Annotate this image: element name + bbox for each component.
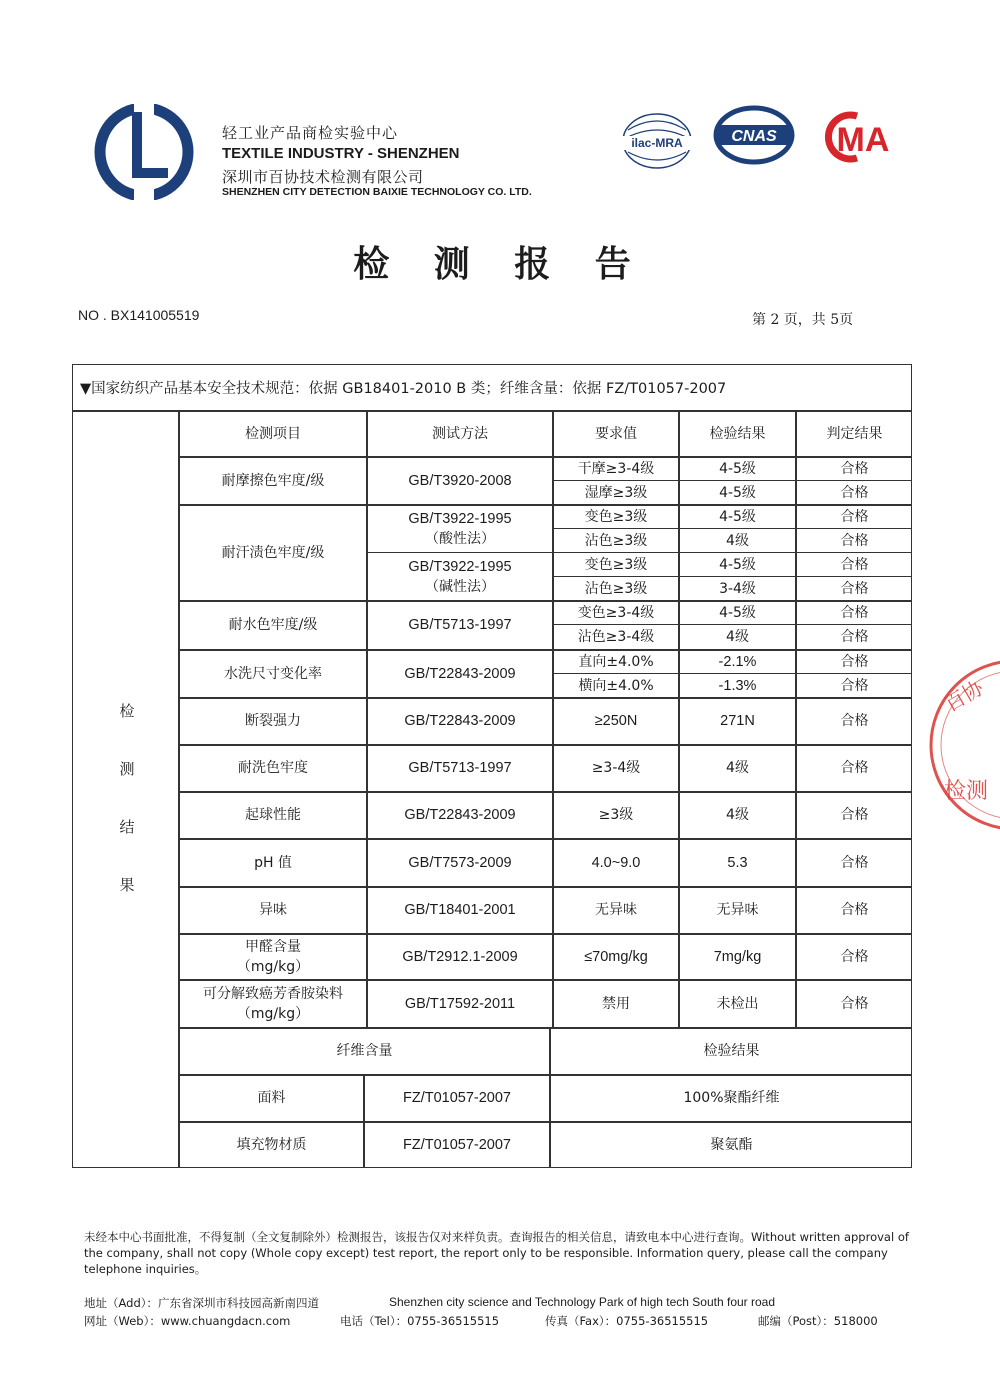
item-requirement: 沾色≥3级 — [584, 532, 648, 549]
item-result: 4级 — [726, 532, 749, 549]
item-verdict: 合格 — [840, 807, 869, 823]
item-name: 水洗尺寸变化率 — [224, 665, 322, 682]
item-requirement: 沾色≥3级 — [584, 580, 648, 597]
company-name-cn: 深圳市百协技术检测有限公司 — [222, 168, 424, 186]
item-verdict: 合格 — [840, 532, 869, 549]
item-verdict: 合格 — [840, 677, 869, 694]
address-cn: 地址（Add）：广东省深圳市科技园高新南四道 — [84, 1296, 320, 1310]
item-requirement: 变色≥3-4级 — [577, 604, 655, 621]
method-note: （碱性法） — [425, 578, 495, 595]
cnas-logo — [712, 104, 796, 166]
item-result: 5.3 — [727, 854, 748, 871]
item-requirement: 无异味 — [595, 902, 637, 918]
item-result: 7mg/kg — [713, 948, 762, 965]
website: 网址（Web）：www.chuangdacn.com — [84, 1314, 291, 1328]
fiber-item-method: FZ/T01057-2007 — [402, 1090, 511, 1106]
item-requirement: ≥3-4级 — [591, 760, 641, 776]
item-requirement: 变色≥3级 — [584, 508, 648, 525]
item-requirement: 变色≥3级 — [584, 556, 648, 573]
method-code: GB/T3922-1995 — [408, 510, 512, 527]
item-verdict: 合格 — [840, 460, 869, 477]
item-verdict: 合格 — [840, 854, 869, 871]
item-requirement: 直向±4.0% — [578, 653, 654, 670]
item-result: 3-4级 — [719, 580, 756, 597]
item-name: 断裂强力 — [245, 713, 301, 729]
header-verdict: 判定结果 — [826, 425, 883, 442]
item-method: GB/T22843-2009 — [404, 807, 516, 823]
fiber-item-method: FZ/T01057-2007 — [402, 1137, 511, 1153]
item-name — [180, 980, 366, 1027]
item-method: GB/T2912.1-2009 — [402, 948, 518, 965]
item-verdict: 合格 — [840, 653, 869, 670]
company-logo — [92, 104, 196, 200]
item-method — [368, 505, 552, 552]
report-title: 检 测 报 告 — [353, 243, 647, 285]
item-verdict: 合格 — [840, 484, 869, 501]
item-name — [180, 934, 366, 979]
page-indicator: 第 2 页，共 5页 — [752, 312, 854, 328]
item-verdict: 合格 — [840, 629, 869, 645]
standard-reference: ▼国家纺织产品基本安全技术规范：依据 GB18401-2010 B 类；纤维含量：依据 FZ/T01057-2007 — [80, 381, 727, 397]
stamp-text-top: 百协 — [940, 675, 988, 717]
item-result: 4-5级 — [719, 556, 756, 573]
item-name: 耐水色牢度/级 — [228, 617, 318, 633]
fiber-result-header: 检验结果 — [703, 1043, 760, 1059]
item-name: 起球性能 — [245, 807, 301, 823]
org-name-cn: 轻工业产品商检实验中心 — [222, 124, 399, 142]
item-name-line: 可分解致癌芳香胺染料 — [203, 985, 343, 1002]
item-result: 271N — [720, 713, 755, 729]
header-method: 测试方法 — [432, 425, 488, 442]
fiber-item-name: 面料 — [257, 1090, 286, 1106]
item-verdict: 合格 — [840, 508, 869, 525]
section-label-char: 果 — [119, 876, 135, 894]
item-method: GB/T3920-2008 — [408, 472, 512, 489]
item-method: GB/T5713-1997 — [408, 760, 512, 776]
item-name: 耐汗渍色牢度/级 — [221, 544, 325, 561]
section-label-char: 测 — [119, 760, 135, 778]
item-verdict: 合格 — [840, 948, 869, 965]
item-name-line: 甲醛含量 — [245, 938, 301, 955]
item-result: 无异味 — [716, 902, 759, 918]
item-name: 耐摩擦色牢度/级 — [221, 472, 325, 489]
fiber-item-result: 100%聚酯纤维 — [683, 1090, 780, 1106]
item-result: 4-5级 — [719, 508, 756, 525]
item-method: GB/T18401-2001 — [404, 902, 516, 918]
item-result: 4-5级 — [719, 484, 756, 501]
header-result: 检验结果 — [709, 425, 766, 442]
item-result: 未检出 — [716, 995, 759, 1012]
disclaimer: 未经本中心书面批准，不得复制（全文复制除外）检测报告，该报告仅对来样负责。查询报告的相关信息，请致电本中心进行查询。Without written approval of the company, shall not copy (Whole copy except) test report, the report only to be responsible. Information query, please call the company telephone inquiries。 — [84, 1230, 909, 1276]
section-label-char: 结 — [119, 818, 135, 836]
method-note: （酸性法） — [425, 530, 495, 547]
item-method: GB/T22843-2009 — [404, 665, 516, 682]
item-verdict: 合格 — [840, 995, 869, 1012]
item-method: GB/T5713-1997 — [408, 617, 512, 633]
item-verdict: 合格 — [840, 902, 869, 918]
fax: 传真（Fax）：0755-36515515 — [545, 1314, 709, 1328]
company-name-en: SHENZHEN CITY DETECTION BAIXIE TECHNOLOGY CO. LTD. — [222, 186, 532, 198]
ilac-logo-text: ilac-MRA — [631, 136, 683, 150]
cnas-logo-text: CNAS — [731, 128, 777, 145]
section-label — [112, 682, 142, 914]
item-verdict: 合格 — [840, 580, 869, 597]
item-result: -2.1% — [718, 653, 757, 670]
org-name-en: TEXTILE INDUSTRY - SHENZHEN — [222, 145, 460, 162]
header-requirement: 要求值 — [595, 425, 637, 442]
item-name-unit: （mg/kg） — [236, 958, 310, 975]
item-requirement: 禁用 — [602, 995, 630, 1012]
stamp-text-bottom: 检测 — [944, 779, 989, 804]
item-method: GB/T17592-2011 — [404, 995, 516, 1012]
item-verdict: 合格 — [840, 604, 869, 621]
official-stamp — [920, 650, 1000, 840]
fiber-item-result: 聚氨酯 — [710, 1137, 753, 1153]
postcode: 邮编（Post）：518000 — [758, 1314, 878, 1328]
item-requirement: 湿摩≥3级 — [584, 484, 648, 501]
item-verdict: 合格 — [840, 760, 869, 776]
item-result: 4级 — [726, 629, 749, 645]
address-en: Shenzhen city science and Technology Park of high tech South four road — [389, 1295, 776, 1309]
item-method: GB/T7573-2009 — [408, 854, 512, 871]
item-requirement: ≤70mg/kg — [584, 948, 648, 965]
header-item: 检测项目 — [245, 425, 301, 442]
cma-logo — [817, 111, 897, 163]
method-code: GB/T3922-1995 — [408, 558, 512, 575]
item-result: 4级 — [726, 807, 749, 823]
item-result: 4级 — [726, 760, 749, 776]
item-verdict: 合格 — [840, 713, 869, 729]
item-name: 异味 — [259, 902, 287, 918]
item-result: 4-5级 — [719, 460, 756, 477]
item-method — [368, 553, 552, 600]
report-number: NO . BX141005519 — [78, 307, 200, 323]
item-requirement: 沾色≥3-4级 — [577, 629, 655, 645]
item-name-unit: （mg/kg） — [236, 1005, 310, 1022]
fiber-item-name: 填充物材质 — [236, 1137, 307, 1153]
item-name: 耐洗色牢度 — [238, 760, 308, 776]
item-requirement: ≥250N — [594, 713, 638, 729]
item-requirement: 干摩≥3-4级 — [577, 460, 655, 477]
section-label-char: 检 — [119, 702, 135, 720]
telephone: 电话（Tel）：0755-36515515 — [340, 1314, 500, 1328]
item-requirement: 4.0~9.0 — [591, 854, 641, 871]
item-requirement: ≥3级 — [598, 807, 634, 823]
fiber-header: 纤维含量 — [336, 1043, 393, 1059]
item-verdict: 合格 — [840, 556, 869, 573]
item-requirement: 横向±4.0% — [578, 677, 654, 694]
item-result: 4-5级 — [719, 604, 756, 621]
ilac-mra-logo — [618, 110, 696, 172]
item-method: GB/T22843-2009 — [404, 713, 516, 729]
cma-logo-text: MA — [836, 121, 890, 159]
item-result: -1.3% — [718, 677, 757, 694]
item-name: pH 值 — [254, 854, 292, 871]
